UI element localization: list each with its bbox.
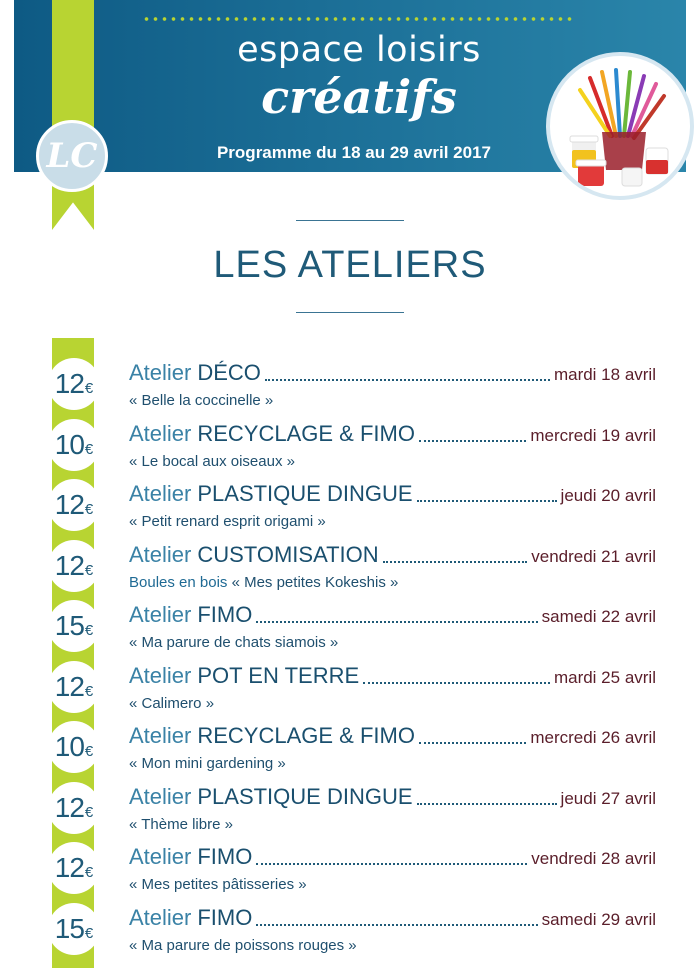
price-currency: € xyxy=(84,380,94,397)
price-amount: 15 xyxy=(54,610,84,641)
workshop-date: mardi 18 avril xyxy=(553,365,656,384)
price-badge xyxy=(48,903,100,955)
workshop-heading xyxy=(129,784,656,812)
dot-leader xyxy=(363,682,550,684)
workshop-subtitle-lead: Boules en bois xyxy=(129,573,228,591)
workshop-subtitle-line xyxy=(129,513,656,530)
workshop-subtitle-line xyxy=(129,453,656,470)
dot-leader xyxy=(256,924,537,926)
price-currency: € xyxy=(84,803,94,821)
workshop-prefix: Atelier xyxy=(129,783,192,809)
workshop-subtitle-line xyxy=(129,392,656,409)
workshop-name: RECYCLAGE & FIMO xyxy=(197,723,415,748)
workshop-prefix: Atelier xyxy=(129,662,192,688)
workshop-date: jeudi 27 avril xyxy=(560,788,656,808)
title-divider-top xyxy=(296,220,404,221)
workshop-heading xyxy=(129,421,656,449)
header-ribbon xyxy=(52,0,94,230)
workshop-heading xyxy=(129,663,656,691)
workshop-name: DÉCO xyxy=(197,360,261,385)
workshop-name: PLASTIQUE DINGUE xyxy=(197,783,413,809)
price-amount: 12 xyxy=(54,489,84,520)
workshop-subtitle: « Mon mini gardening » xyxy=(129,755,286,772)
workshop-row xyxy=(129,421,656,473)
price-amount: 12 xyxy=(54,791,84,823)
price-currency: € xyxy=(84,864,94,881)
workshop-row xyxy=(129,905,656,957)
header-subtitle: Programme du 18 au 29 avril 2017 xyxy=(216,143,492,162)
workshop-prefix: Atelier xyxy=(129,723,192,748)
workshop-prefix: Atelier xyxy=(129,481,192,506)
dot-leader xyxy=(256,863,527,865)
workshop-row xyxy=(129,481,656,533)
price-currency: € xyxy=(84,682,94,700)
price-currency: € xyxy=(84,743,94,760)
price-currency: € xyxy=(84,924,94,942)
price-currency: € xyxy=(84,501,94,518)
workshop-name: FIMO xyxy=(197,904,253,930)
section-title: LES ATELIERS xyxy=(213,244,487,286)
dot-leader xyxy=(419,440,526,442)
workshop-heading xyxy=(129,542,656,570)
workshop-date: samedi 22 avril xyxy=(541,607,656,626)
price-currency: € xyxy=(84,440,94,458)
workshop-date: mercredi 19 avril xyxy=(530,425,656,445)
workshop-prefix: Atelier xyxy=(129,360,192,385)
price-currency: € xyxy=(84,561,94,579)
workshop-subtitle: « Petit renard esprit origami » xyxy=(129,513,326,530)
price-amount: 10 xyxy=(54,731,84,762)
price-amount: 10 xyxy=(54,428,84,460)
price-badge xyxy=(48,419,100,471)
price-badge xyxy=(48,661,100,713)
workshop-prefix: Atelier xyxy=(129,904,192,930)
price-badge xyxy=(48,358,100,410)
dot-leader xyxy=(265,379,550,381)
price-amount: 12 xyxy=(54,549,84,581)
crayons-and-paint-pots-icon xyxy=(546,52,694,200)
price-badge xyxy=(48,842,100,894)
workshop-heading xyxy=(129,723,656,751)
workshop-prefix: Atelier xyxy=(129,541,192,567)
workshop-subtitle: « Ma parure de poissons rouges » xyxy=(129,936,357,954)
workshop-heading xyxy=(129,905,656,933)
workshop-heading xyxy=(129,844,656,872)
workshop-subtitle: « Thème libre » xyxy=(129,815,233,833)
dot-leader xyxy=(256,621,537,623)
dot-leader xyxy=(417,500,557,502)
workshop-name: FIMO xyxy=(197,844,253,869)
price-currency: € xyxy=(84,622,94,639)
workshop-subtitle: « Le bocal aux oiseaux » xyxy=(129,452,295,470)
workshop-name: FIMO xyxy=(197,602,253,627)
workshop-name: POT EN TERRE xyxy=(197,662,360,688)
dot-leader xyxy=(419,742,526,744)
lc-logo-badge: LC xyxy=(36,120,108,192)
price-badge xyxy=(48,600,100,652)
dot-leader xyxy=(383,561,528,563)
workshop-row xyxy=(129,663,656,715)
workshop-heading xyxy=(129,602,656,630)
workshop-heading xyxy=(129,481,656,509)
workshop-heading xyxy=(129,360,656,388)
workshop-subtitle-line xyxy=(129,755,656,772)
price-amount: 12 xyxy=(54,670,84,702)
workshop-subtitle-line xyxy=(129,816,656,833)
header-dotted-line xyxy=(142,16,572,22)
dot-leader xyxy=(417,803,557,805)
header-title-line2: créatifs xyxy=(261,70,457,124)
workshop-date: mardi 25 avril xyxy=(553,667,656,687)
workshop-subtitle-line xyxy=(129,937,656,954)
workshop-date: jeudi 20 avril xyxy=(560,486,656,505)
price-badge xyxy=(48,782,100,834)
workshop-name: RECYCLAGE & FIMO xyxy=(197,420,415,446)
workshop-row xyxy=(129,723,656,775)
workshop-subtitle-line xyxy=(129,574,656,591)
price-amount: 15 xyxy=(54,912,84,944)
workshop-name: CUSTOMISATION xyxy=(197,541,379,567)
workshop-prefix: Atelier xyxy=(129,844,192,869)
title-divider-bottom xyxy=(296,312,404,313)
workshop-subtitle: « Belle la coccinelle » xyxy=(129,392,274,409)
workshop-date: samedi 29 avril xyxy=(541,909,656,929)
workshop-row xyxy=(129,542,656,594)
workshop-subtitle-line xyxy=(129,876,656,893)
workshop-subtitle: « Calimero » xyxy=(129,694,215,712)
price-badge xyxy=(48,540,100,592)
workshop-date: vendredi 21 avril xyxy=(531,546,656,566)
price-amount: 12 xyxy=(54,368,84,399)
price-amount: 12 xyxy=(54,852,84,883)
workshop-subtitle: « Mes petites Kokeshis » xyxy=(231,573,399,591)
workshop-row xyxy=(129,602,656,654)
workshop-row xyxy=(129,784,656,836)
price-badge xyxy=(48,721,100,773)
workshop-subtitle-line xyxy=(129,695,656,712)
workshop-date: vendredi 28 avril xyxy=(531,849,656,868)
workshop-name: PLASTIQUE DINGUE xyxy=(197,481,413,506)
workshop-prefix: Atelier xyxy=(129,420,192,446)
workshop-subtitle-line xyxy=(129,634,656,651)
workshop-date: mercredi 26 avril xyxy=(530,728,656,747)
workshop-row xyxy=(129,844,656,896)
header-title-line1: espace loisirs xyxy=(237,30,481,70)
workshop-prefix: Atelier xyxy=(129,602,192,627)
workshop-subtitle: « Mes petites pâtisseries » xyxy=(129,876,307,893)
workshop-subtitle: « Ma parure de chats siamois » xyxy=(129,634,339,651)
workshop-row xyxy=(129,360,656,412)
price-badge xyxy=(48,479,100,531)
